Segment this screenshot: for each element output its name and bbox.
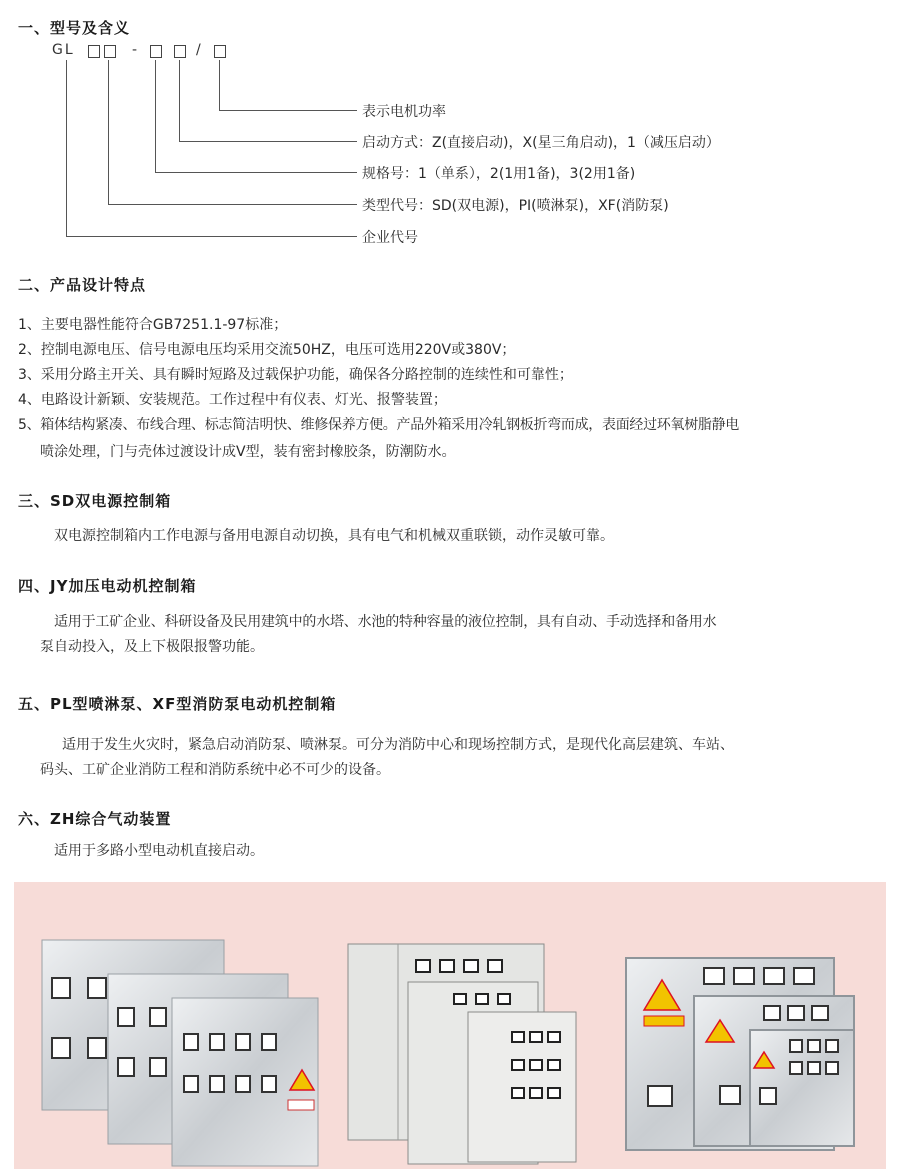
- product-photo-panel: [14, 882, 886, 1169]
- section-1-heading: 一、型号及含义: [18, 19, 131, 37]
- code-box-1: [88, 45, 100, 58]
- stainless-cabinets-image: [40, 938, 340, 1168]
- section-5-heading: 五、PL型喷淋泵、XF型消防泵电动机控制箱: [18, 695, 337, 713]
- section-3-heading: 三、SD双电源控制箱: [18, 492, 172, 510]
- section-4-line-2: 泵自动投入，及上下极限报警功能。: [40, 639, 264, 655]
- meter-boxes-image: [624, 956, 860, 1152]
- section-6-heading: 六、ZH综合气动装置: [18, 810, 172, 828]
- feature-1: 1、主要电器性能符合GB7251.1-97标准；: [18, 317, 288, 333]
- section-5-line-1: 适用于发生火灾时，紧急启动消防泵、喷淋泵。可分为消防中心和现场控制方式，是现代化高层建筑、车站、: [62, 737, 734, 753]
- code-prefix: GL: [52, 42, 75, 58]
- label-power: 表示电机功率: [362, 104, 446, 120]
- code-slash: /: [196, 42, 203, 58]
- code-box-4: [174, 45, 186, 58]
- section-3-text: 双电源控制箱内工作电源与备用电源自动切换，具有电气和机械双重联锁，动作灵敏可靠。: [54, 528, 614, 544]
- feature-5-cont: 喷涂处理，门与壳体过渡设计成V型，装有密封橡胶条，防潮防水。: [40, 444, 456, 460]
- code-box-5: [214, 45, 226, 58]
- section-4-line-1: 适用于工矿企业、科研设备及民用建筑中的水塔、水池的特种容量的液位控制，具有自动、手动选择和备用水: [54, 614, 717, 630]
- feature-4: 4、电路设计新颖、安装规范。工作过程中有仪表、灯光、报警装置；: [18, 392, 447, 408]
- section-5-line-2: 码头、工矿企业消防工程和消防系统中必不可少的设备。: [40, 762, 390, 778]
- section-6-text: 适用于多路小型电动机直接启动。: [54, 843, 264, 859]
- feature-2: 2、控制电源电压、信号电源电压均采用交流50HZ，电压可选用220V或380V；: [18, 342, 516, 358]
- feature-3: 3、采用分路主开关、具有瞬时短路及过载保护功能，确保各分路控制的连续性和可靠性；: [18, 367, 573, 383]
- label-start-mode: 启动方式：Z(直接启动)，X(星三角启动)，1（减压启动）: [362, 135, 720, 151]
- label-enterprise: 企业代号: [362, 230, 418, 246]
- code-box-3: [150, 45, 162, 58]
- feature-5: 5、箱体结构紧凑、布线合理、标志简洁明快、维修保养方便。产品外箱采用冷轧钢板折弯而成，表面经过环氧树脂静电: [18, 417, 740, 433]
- section-2-heading: 二、产品设计特点: [18, 276, 147, 294]
- code-dash: -: [132, 42, 140, 58]
- label-type: 类型代号：SD(双电源)，PI(喷淋泵)，XF(消防泵): [362, 198, 669, 214]
- label-spec: 规格号：1（单系），2(1用1备)，3(2用1备): [362, 166, 636, 182]
- code-box-2: [104, 45, 116, 58]
- grey-cabinets-image: [344, 942, 578, 1166]
- section-4-heading: 四、JY加压电动机控制箱: [18, 577, 197, 595]
